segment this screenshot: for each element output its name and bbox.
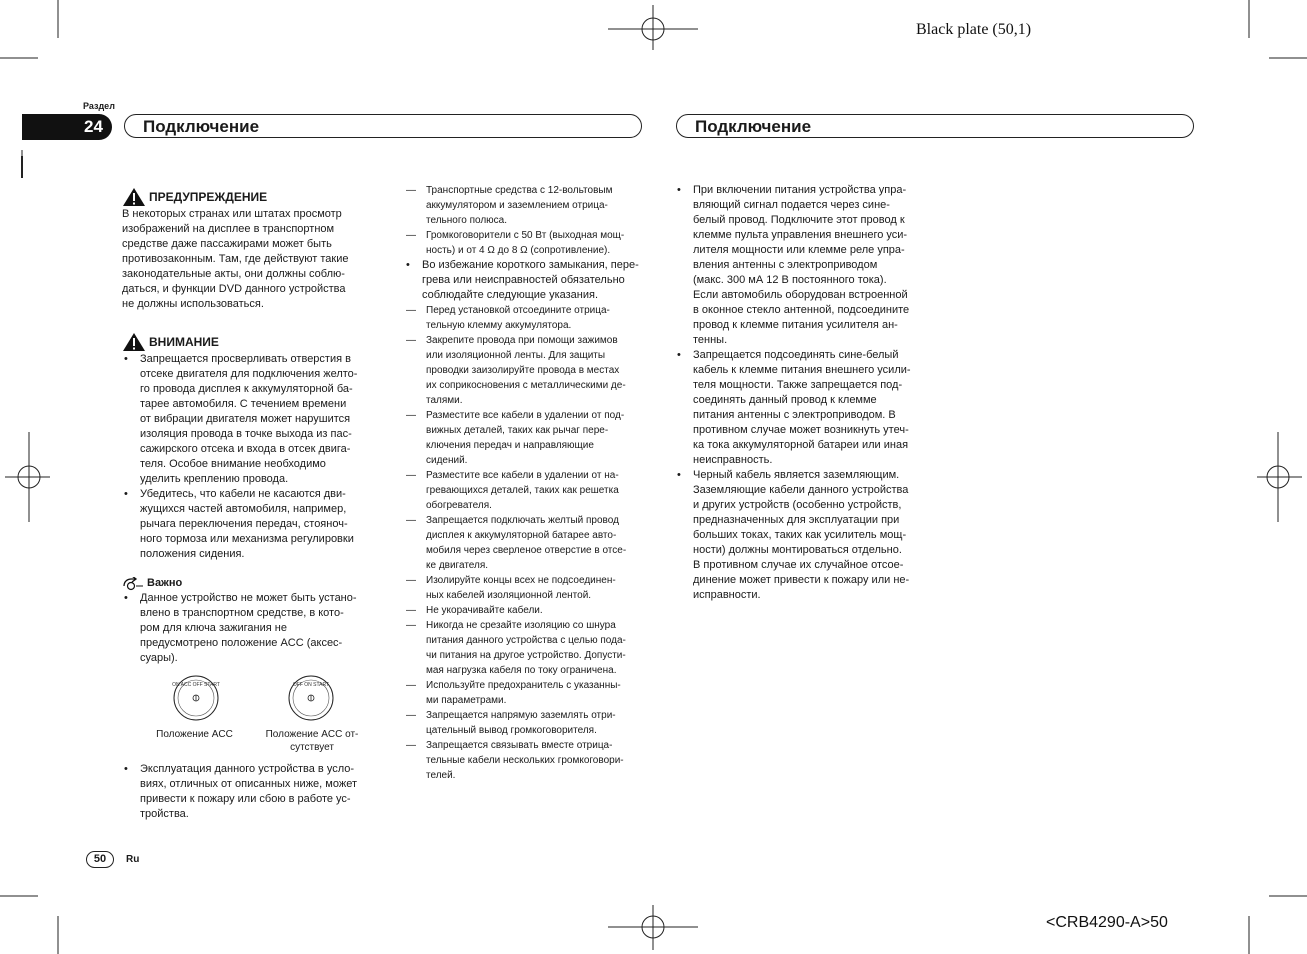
ignition-noacc-dial (287, 674, 335, 722)
caution-icon (122, 332, 146, 352)
left-column (122, 187, 380, 822)
plate-label: Black plate (50,1) (916, 21, 1032, 38)
svg-text:OFF ON START: OFF ON START (292, 682, 330, 688)
svg-text:ON ACC OFF START: ON ACC OFF START (172, 682, 220, 688)
caption-no-acc: Положение ACC от- сутствует (265, 729, 359, 753)
warning-title: ПРЕДУПРЕЖДЕНИЕ (149, 189, 268, 204)
important-title: Важно (147, 577, 183, 589)
section-number: 24 (84, 117, 103, 136)
caption-acc: Положение ACC (156, 729, 233, 740)
list-item: — Используйте предохранитель с указанны- ми параметрами. (406, 678, 646, 708)
warning-heading (122, 187, 380, 207)
list-item: — Запрещается напрямую заземлять отри- цательный вывод громкоговорителя. (406, 708, 646, 738)
page-number: 50 (86, 851, 114, 868)
page-title-left: Подключение (124, 114, 642, 138)
important-icon (122, 577, 144, 591)
list-item: • Данное устройство не может быть устано- влено в транспортном средстве, в кото- ром для ключа зажигания не предусмотрено положение ACC (аксес- суары). (122, 591, 380, 666)
section-badge (22, 114, 112, 140)
list-item: • Эксплуатация данного устройства в усло- виях, отличных от описанных ниже, может привести к пожару или сбою в работе ус- тройства. (122, 762, 380, 822)
ignition-figures (122, 674, 380, 756)
list-item: — Закрепите провода при помощи зажимов или изоляционной ленты. Для защиты проводки заизолируйте провода в местах их соприкосновения с металлическими де- талями. (406, 333, 646, 408)
middle-column (406, 183, 646, 783)
ignition-acc-dial (172, 674, 220, 722)
page-title-right: Подключение (676, 114, 1194, 138)
list-item: — Не укорачивайте кабели. (406, 603, 646, 618)
list-item: — Громкоговорители с 50 Вт (выходная мощ- ность) и от 4 Ω до 8 Ω (сопротивление). (406, 228, 646, 258)
important-heading (122, 576, 380, 591)
warning-text: В некоторых странах или штатах просмотр изображений на дисплее в транспортном средстве даже пассажирами может быть противозаконным. Там, где действуют такие законодательные акты, они должны соблю- даться, и функции DVD данного устройства не должны использоваться. (122, 208, 349, 310)
caution-title: ВНИМАНИЕ (149, 334, 219, 349)
list-item: — Изолируйте концы всех не подсоединен- ных кабелей изоляционной лентой. (406, 573, 646, 603)
list-item: — Перед установкой отсоедините отрица- тельную клемму аккумулятора. (406, 303, 646, 333)
section-label: Раздел (83, 101, 115, 111)
list-item: — Никогда не срезайте изоляцию со шнура питания данного устройства с целью пода- чи питания на другое устройство. Допусти- мая нагрузка кабеля по току ограничена. (406, 618, 646, 678)
right-column (675, 183, 935, 603)
list-item: — Запрещается подключать желтый провод дисплея к аккумуляторной батарее авто- мобиля через сверленое отверстие в отсе- ке двигателя. (406, 513, 646, 573)
document-code: <CRB4290-A>50 (1046, 914, 1168, 931)
list-item: • Черный кабель является заземляющим. Заземляющие кабели данного устройства и других устройств (особенно устройств, предназначенных для эксплуатации при больших токах, таких как усилитель мощ- ности) должны монтироваться отдельно. В противном случае их случайное отсое- динение может привести к пожару или не- исправности. (675, 468, 935, 603)
list-item: — Разместите все кабели в удалении от под- вижных деталей, таких как рычаг пере- ключения передач и направляющие сидений. (406, 408, 646, 468)
warning-icon (122, 187, 146, 207)
list-item: — Транспортные средства с 12-вольтовым аккумулятором и заземлением отрица- тельного полюса. (406, 183, 646, 228)
list-item: — Разместите все кабели в удалении от на- гревающихся деталей, таких как решетка обогревателя. (406, 468, 646, 513)
list-item: • Во избежание короткого замыкания, пере- грева или неисправностей обязательно соблюдайте следующие указания. (404, 258, 646, 303)
caution-heading (122, 332, 380, 352)
list-item: • Запрещается подсоединять сине-белый кабель к клемме питания внешнего усили- теля мощности. Также запрещается под- соединять данный провод к клемме питания антенны с электроприводом. В противном случае может возникнуть утеч- ка тока аккумуляторной батареи или иная неисправность. (675, 348, 935, 468)
list-item: • Запрещается просверливать отверстия в отсеке двигателя для подключения желто- го провода дисплея к аккумуляторной ба- тарее автомобиля. С течением времени от вибрации двигателя может нарушится изоляция провода в точке выхода из пас- сажирского отсека и входа в отсек двига- теля. Особое внимание необходимо уделить креплению провода. (122, 352, 380, 487)
language-label: Ru (126, 854, 140, 865)
list-item: • Убедитесь, что кабели не касаются дви- жущихся частей автомобиля, например, рычага переключения передач, стояноч- ного тормоза или механизма регулировки положения сидения. (122, 487, 380, 562)
list-item: • При включении питания устройства упра- вляющий сигнал подается через сине- белый провод. Подключите этот провод к клемме пульта управления внешнего уси- лителя мощности или клемме реле упра- вления антенны с электроприводом (макс. 300 мА 12 В постоянного тока). Если автомобиль оборудован встроенной в оконное стекло антенной, подсоедините провод к клемме питания усилителя ан- тенны. (675, 183, 935, 348)
list-item: — Запрещается связывать вместе отрица- тельные кабели нескольких громкоговори- телей. (406, 738, 646, 783)
